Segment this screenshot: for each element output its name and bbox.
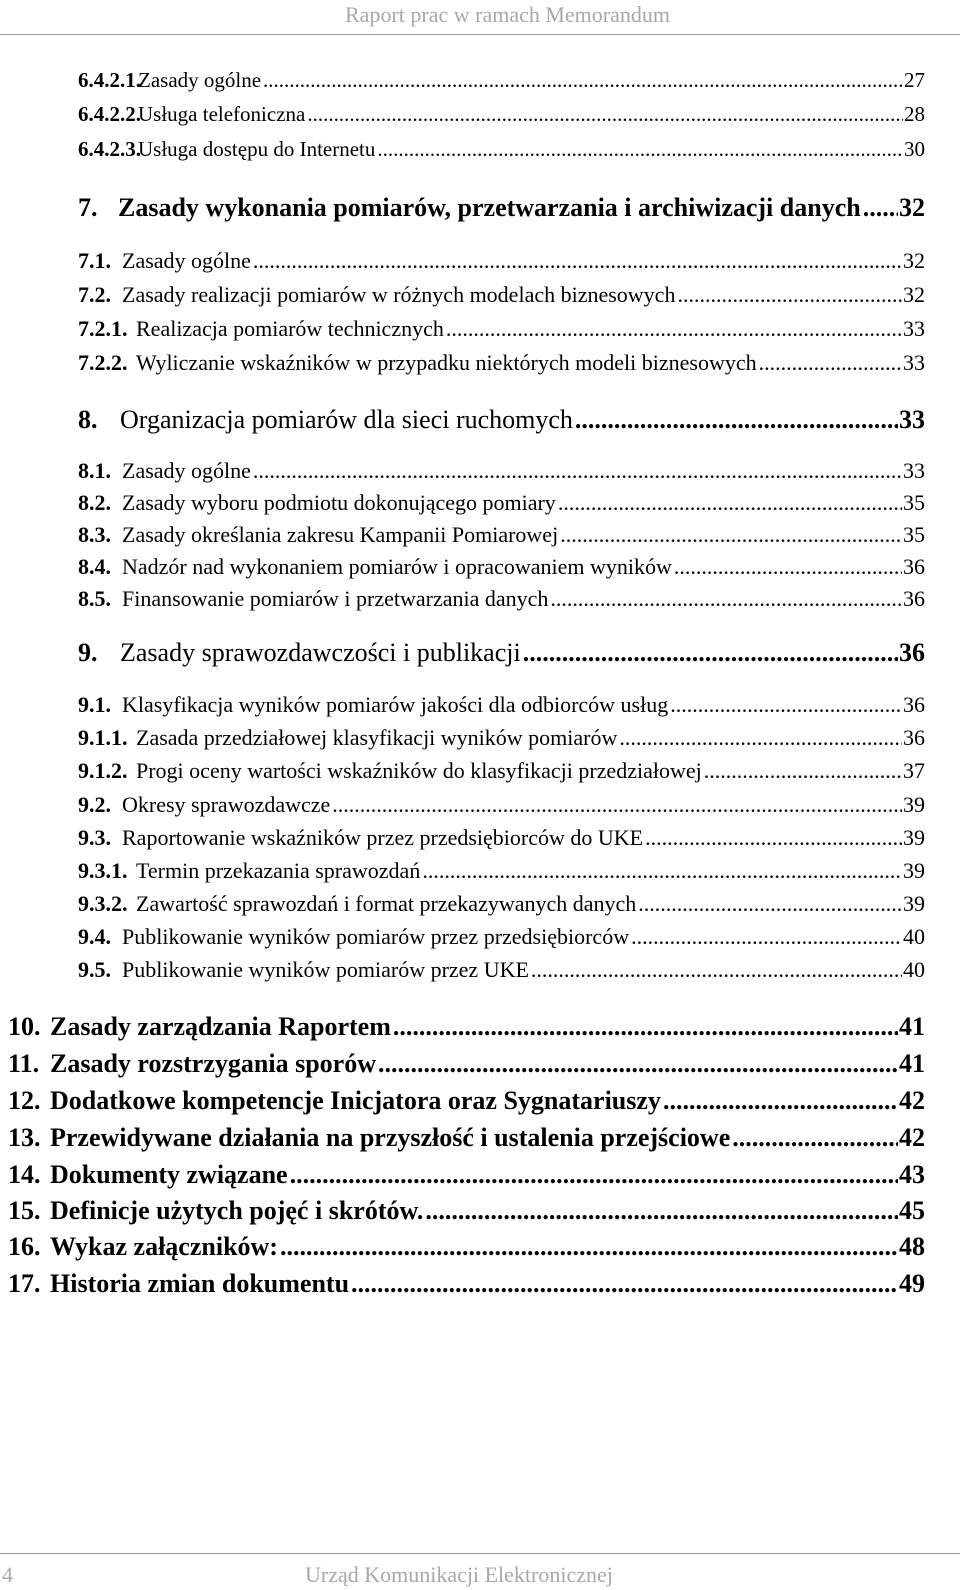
toc-chapter-entry[interactable] bbox=[0, 1269, 925, 1299]
toc-entry-number: 16. bbox=[8, 1232, 41, 1261]
toc-entry[interactable] bbox=[0, 725, 925, 751]
toc-entry-page: 48 bbox=[899, 1232, 925, 1261]
toc-entry-title: Organizacja pomiarów dla sieci ruchomych bbox=[120, 405, 573, 434]
toc-entry-page: 32 bbox=[903, 282, 925, 307]
toc-chapter-entry[interactable] bbox=[0, 1160, 925, 1190]
toc-entry-page: 36 bbox=[903, 554, 925, 579]
dot-leader bbox=[619, 725, 902, 751]
toc-entry[interactable] bbox=[0, 792, 925, 818]
toc-entry-number: 9.3.1. bbox=[78, 858, 128, 883]
toc-entry-page: 45 bbox=[899, 1196, 925, 1225]
toc-entry-page: 39 bbox=[903, 858, 925, 883]
toc-entry-title: Zawartość sprawozdań i format przekazywanych danych bbox=[136, 891, 637, 916]
toc-entry[interactable] bbox=[0, 825, 925, 851]
dot-leader bbox=[377, 137, 903, 162]
toc-entry-number: 8.4. bbox=[78, 554, 111, 579]
toc-chapter-entry[interactable] bbox=[0, 1012, 925, 1042]
toc-entry-number: 9.2. bbox=[78, 792, 111, 817]
toc-entry-title: Historia zmian dokumentu bbox=[50, 1269, 350, 1298]
toc-entry-page: 35 bbox=[903, 490, 925, 515]
toc-entry-title: Progi oceny wartości wskaźników do klasyfikacji przedziałowej bbox=[136, 758, 702, 783]
toc-entry-number: 7.2. bbox=[78, 282, 111, 307]
toc-entry[interactable] bbox=[0, 68, 925, 93]
toc-entry-page: 42 bbox=[899, 1086, 925, 1115]
dot-leader bbox=[732, 1123, 898, 1153]
toc-entry-page: 36 bbox=[899, 638, 925, 667]
toc-entry-page: 36 bbox=[903, 725, 925, 750]
toc-entry-number: 15. bbox=[8, 1196, 41, 1225]
toc-entry-number: 6.4.2.3. bbox=[78, 137, 141, 161]
dot-leader bbox=[560, 522, 902, 548]
toc-entry-page: 36 bbox=[903, 692, 925, 717]
toc-entry-page: 43 bbox=[899, 1160, 925, 1189]
toc-entry[interactable] bbox=[0, 282, 925, 308]
toc-entry[interactable] bbox=[0, 137, 925, 162]
toc-entry-number: 11. bbox=[8, 1049, 40, 1078]
toc-entry-number: 6.4.2.1. bbox=[78, 68, 141, 92]
toc-entry-page: 41 bbox=[899, 1012, 925, 1041]
toc-entry-page: 33 bbox=[903, 458, 925, 483]
toc-entry-number: 8.2. bbox=[78, 490, 111, 515]
toc-entry-title: Wykaz załączników: bbox=[50, 1232, 278, 1261]
toc-entry-number: 14. bbox=[8, 1160, 41, 1189]
toc-entry-number: 7.2.2. bbox=[78, 350, 128, 375]
dot-leader bbox=[704, 758, 902, 784]
toc-entry-number: 9.1. bbox=[78, 692, 111, 717]
toc-entry-page: 39 bbox=[903, 792, 925, 817]
toc-entry-page: 42 bbox=[899, 1123, 925, 1152]
page-footer bbox=[0, 1553, 960, 1590]
dot-leader bbox=[253, 248, 902, 274]
toc-entry-page: 27 bbox=[904, 68, 925, 92]
dot-leader bbox=[670, 692, 902, 718]
toc-entry-number: 9.3.2. bbox=[78, 891, 128, 916]
toc-entry[interactable] bbox=[0, 586, 925, 612]
toc-entry-title: Usługa dostępu do Internetu bbox=[138, 137, 376, 161]
dot-leader bbox=[280, 1232, 898, 1262]
toc-entry-page: 40 bbox=[903, 924, 925, 949]
toc-entry-title: Okresy sprawozdawcze bbox=[122, 792, 331, 817]
dot-leader bbox=[631, 924, 902, 950]
toc-entry[interactable] bbox=[0, 316, 925, 342]
toc-entry-title: Przewidywane działania na przyszłość i ustalenia przejściowe bbox=[50, 1123, 731, 1152]
toc-entry-title: Raportowanie wskaźników przez przedsiębiorców do UKE bbox=[122, 825, 644, 850]
dot-leader bbox=[677, 282, 902, 308]
dot-leader bbox=[351, 1269, 898, 1299]
dot-leader bbox=[863, 193, 898, 223]
toc-entry-number: 8. bbox=[78, 405, 98, 434]
toc-entry-title: Zasady ogólne bbox=[122, 458, 251, 483]
toc-chapter-entry[interactable] bbox=[0, 1049, 925, 1079]
footer-page-number: 4 bbox=[2, 1562, 13, 1587]
toc-entry-number: 9.1.1. bbox=[78, 725, 128, 750]
dot-leader bbox=[253, 458, 902, 484]
dot-leader bbox=[422, 858, 902, 884]
toc-entry-page: 33 bbox=[899, 405, 925, 434]
dot-leader bbox=[393, 1012, 898, 1042]
toc-entry-page: 36 bbox=[903, 586, 925, 611]
toc-entry[interactable] bbox=[0, 891, 925, 917]
toc-entry-title: Zasada przedziałowej klasyfikacji wyników pomiarów bbox=[136, 725, 618, 750]
toc-entry-number: 7.1. bbox=[78, 248, 111, 273]
toc-entry-page: 30 bbox=[904, 137, 925, 161]
toc-entry[interactable] bbox=[0, 458, 925, 484]
toc-entry-page: 32 bbox=[903, 248, 925, 273]
dot-leader bbox=[638, 891, 902, 917]
dot-leader bbox=[425, 1196, 898, 1226]
toc-entry[interactable] bbox=[0, 522, 925, 548]
toc-entry[interactable] bbox=[0, 758, 925, 784]
dot-leader bbox=[263, 68, 903, 93]
dot-leader bbox=[645, 825, 902, 851]
toc-entry-title: Termin przekazania sprawozdań bbox=[136, 858, 421, 883]
toc-entry[interactable] bbox=[0, 350, 925, 376]
toc-entry-number: 7. bbox=[78, 193, 98, 222]
header-title: Raport prac w ramach Memorandum bbox=[345, 2, 670, 27]
toc-entry-title: Zasady ogólne bbox=[122, 248, 251, 273]
dot-leader bbox=[307, 102, 903, 127]
toc-entry-page: 33 bbox=[903, 316, 925, 341]
toc-chapter-entry[interactable] bbox=[0, 1123, 925, 1153]
dot-leader bbox=[446, 316, 902, 342]
dot-leader bbox=[674, 554, 902, 580]
toc-entry-title: Publikowanie wyników pomiarów przez UKE bbox=[122, 957, 529, 982]
dot-leader bbox=[332, 792, 902, 818]
toc-entry-title: Zasady realizacji pomiarów w różnych modelach biznesowych bbox=[122, 282, 676, 307]
toc-entry-title: Zasady sprawozdawczości i publikacji bbox=[120, 638, 521, 667]
dot-leader bbox=[550, 586, 902, 612]
dot-leader bbox=[759, 350, 902, 376]
toc-entry-number: 13. bbox=[8, 1123, 41, 1152]
toc-entry-page: 49 bbox=[899, 1269, 925, 1298]
toc-entry-number: 9.1.2. bbox=[78, 758, 128, 783]
toc-entry[interactable] bbox=[0, 490, 925, 516]
toc-entry-title: Zasady ogólne bbox=[138, 68, 262, 92]
toc-entry-title: Dokumenty związane bbox=[50, 1160, 288, 1189]
dot-leader bbox=[663, 1086, 898, 1116]
toc-entry-page: 35 bbox=[903, 522, 925, 547]
toc-entry-page: 39 bbox=[903, 825, 925, 850]
toc-entry-title: Klasyfikacja wyników pomiarów jakości dla odbiorców usług bbox=[122, 692, 669, 717]
toc-entry-number: 9. bbox=[78, 638, 98, 667]
toc-chapter-entry[interactable] bbox=[0, 1086, 925, 1116]
dot-leader bbox=[290, 1160, 898, 1190]
toc-chapter-entry[interactable] bbox=[0, 1196, 925, 1226]
toc-entry-page: 32 bbox=[899, 193, 925, 222]
toc-entry[interactable] bbox=[0, 924, 925, 950]
dot-leader bbox=[531, 957, 902, 983]
toc-entry-title: Zasady wyboru podmiotu dokonującego pomiary bbox=[122, 490, 556, 515]
toc-entry-title: Definicje użytych pojęć i skrótów. bbox=[50, 1196, 424, 1225]
toc-entry[interactable] bbox=[0, 957, 925, 983]
toc-entry[interactable] bbox=[0, 692, 925, 718]
toc-entry-number: 9.3. bbox=[78, 825, 111, 850]
toc-entry-title: Zasady wykonania pomiarów, przetwarzania i archiwizacji danych bbox=[118, 193, 861, 222]
toc-entry[interactable] bbox=[0, 554, 925, 580]
toc-entry-title: Publikowanie wyników pomiarów przez przedsiębiorców bbox=[122, 924, 630, 949]
toc-entry-number: 12. bbox=[8, 1086, 41, 1115]
toc-entry-number: 9.4. bbox=[78, 924, 111, 949]
toc-entry-title: Finansowanie pomiarów i przetwarzania danych bbox=[122, 586, 549, 611]
toc-entry-page: 28 bbox=[904, 102, 925, 126]
dot-leader bbox=[558, 490, 902, 516]
toc-entry-page: 40 bbox=[903, 957, 925, 982]
toc-entry-title: Dodatkowe kompetencje Inicjatora oraz Sygnatariuszy bbox=[50, 1086, 661, 1115]
toc-entry-number: 6.4.2.2. bbox=[78, 102, 141, 126]
toc-chapter-entry[interactable] bbox=[0, 638, 925, 668]
toc-entry-page: 37 bbox=[903, 758, 925, 783]
toc-entry-number: 7.2.1. bbox=[78, 316, 128, 341]
toc-entry-number: 10. bbox=[8, 1012, 41, 1041]
toc-entry-title: Wyliczanie wskaźników w przypadku niektórych modeli biznesowych bbox=[136, 350, 757, 375]
footer-organization: Urząd Komunikacji Elektronicznej bbox=[305, 1562, 613, 1587]
toc-entry[interactable] bbox=[0, 102, 925, 127]
toc-entry-title: Zasady rozstrzygania sporów bbox=[50, 1049, 376, 1078]
toc-entry-page: 41 bbox=[899, 1049, 925, 1078]
toc-chapter-entry[interactable] bbox=[0, 405, 925, 435]
toc-chapter-entry[interactable] bbox=[0, 1232, 925, 1262]
dot-leader bbox=[378, 1049, 898, 1079]
toc-chapter-entry[interactable] bbox=[0, 193, 925, 223]
toc-entry[interactable] bbox=[0, 858, 925, 884]
toc-entry-title: Zasady określania zakresu Kampanii Pomiarowej bbox=[122, 522, 559, 547]
toc-entry[interactable] bbox=[0, 248, 925, 274]
toc-entry-number: 9.5. bbox=[78, 957, 111, 982]
toc-entry-number: 8.5. bbox=[78, 586, 111, 611]
dot-leader bbox=[523, 638, 898, 668]
toc-entry-title: Usługa telefoniczna bbox=[138, 102, 306, 126]
toc-entry-page: 39 bbox=[903, 891, 925, 916]
dot-leader bbox=[575, 405, 898, 435]
toc-entry-page: 33 bbox=[903, 350, 925, 375]
toc-entry-number: 17. bbox=[8, 1269, 41, 1298]
toc-entry-title: Nadzór nad wykonaniem pomiarów i opracowaniem wyników bbox=[122, 554, 672, 579]
toc-entry-title: Realizacja pomiarów technicznych bbox=[136, 316, 444, 341]
toc-entry-number: 8.1. bbox=[78, 458, 111, 483]
toc-entry-title: Zasady zarządzania Raportem bbox=[50, 1012, 391, 1041]
toc-entry-number: 8.3. bbox=[78, 522, 111, 547]
